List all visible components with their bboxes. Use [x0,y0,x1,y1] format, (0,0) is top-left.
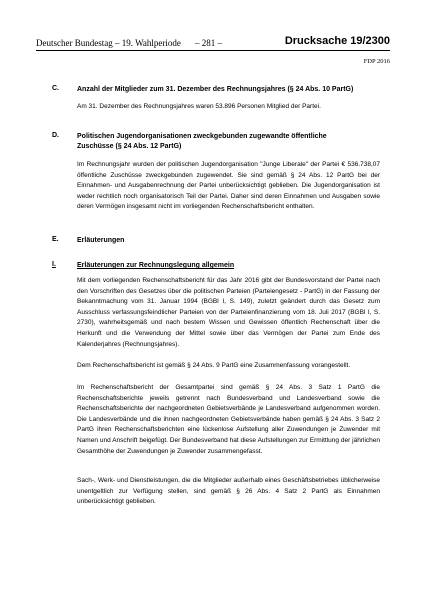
section-i-paragraph-4: Sach-, Werk- und Dienstleistungen, die die Mitglieder außerhalb eines Geschäftsbetriebes üblicherweise unentgeltlich zur Verfügung stellen, sind gemäß § 26 Abs. 4 Satz 2 PartG als Einnahmen unberücksichtigt geblieben. [77,477,380,506]
section-c-heading: Anzahl der Mitglieder zum 31. Dezember des Rechnungsjahres (§ 24 Abs. 10 PartG) [77,86,354,93]
section-d-heading: Politischen Jugendorganisationen zweckgebunden zugewandte öffentliche Zuschüsse (§ 24 Abs. 12 PartG) [77,133,327,150]
section-c-letter: C. [52,85,59,92]
section-i-letter: I. [52,261,56,268]
section-e-letter: E. [52,236,59,243]
party-tag: FDP 2016 [363,58,390,65]
section-d-letter: D. [52,132,59,139]
section-i-paragraph-3: Im Rechenschaftsbericht der Gesamtpartei sind gemäß § 24 Abs. 3 Satz 1 PartG die Rechenschaftsberichte jeweils getrennt nach Bundesverband und Landesverband sowie die Rechenschaftsberichte der nachgeordneten Gebietsverbände je Landesverband aufgenommen worden. Die Landesverbände und die ihnen nachgeordneten Gebietsverbände haben gemäß § 24 Abs. 3 Satz 2 PartG ihren Rechenschaftsberichten eine lückenlose Aufstellung aller Zuwendungen je Zuwender mit Namen und Anschrift beigefügt. Der Bundesverband hat diese Aufstellungen zur Ermittlung der jährlichen Gesamthöhe der Zuwendungen je Zuwender zusammengefasst. [77,384,380,455]
header-page-number: – 281 – [195,38,222,48]
section-e-heading: Erläuterungen [77,237,125,244]
header-publication: Deutscher Bundestag – 19. Wahlperiode [36,38,181,48]
section-i-paragraph-2: Dem Rechenschaftsbericht ist gemäß § 24 Abs. 9 PartG eine Zusammenfassung vorangestellt. [77,362,351,369]
header-rule [36,50,390,51]
section-c-paragraph-1: Am 31. Dezember des Rechnungsjahres waren 53.896 Personen Mitglied der Partei. [77,103,321,110]
header-document-number: Drucksache 19/2300 [284,35,390,47]
section-i-heading: Erläuterungen zur Rechnungslegung allgemein [77,262,235,269]
section-i-paragraph-1: Mit dem vorliegenden Rechenschaftsbericht für das Jahr 2016 gibt der Bundesvorstand der Partei nach den Vorschriften des Gesetzes über die politischen Parteien (Parteiengesetz - PartG) in der Fassung der Bekanntmachung vom 31. Januar 1994 (BGBl I, S. 149), zuletzt geändert durch das Gesetz zum Ausschluss verfassungsfeindlicher Parteien von der Parteienfinanzierung vom 18. Juli 2017 (BGBl I, S. 2730), wahrheitsgemäß und nach bestem Wissen und Gewissen öffentlich Rechenschaft über die Herkunft und die Verwendung der Mittel sowie über das Vermögen der Partei zum Ende des Kalenderjahres (Rechnungsjahres). [77,277,380,348]
section-d-paragraph-1: Im Rechnungsjahr wurden der politischen Jugendorganisation "Junge Liberale" der Partei € 536.738,07 öffentliche Zuschüsse zweckgebunden zugewendet. Sie sind gemäß § 24 Abs. 12 PartG bei der Einnahmen- und Ausgabenrechnung der Partei unberücksichtigt geblieben. Die Jugendorganisation ist weder rechtlich noch organisatorisch Teil der Partei. Daher sind deren Einnahmen und Ausgaben sowie deren Vermögen insgesamt nicht im vorliegenden Rechenschaftsbericht enthalten. [77,161,380,211]
